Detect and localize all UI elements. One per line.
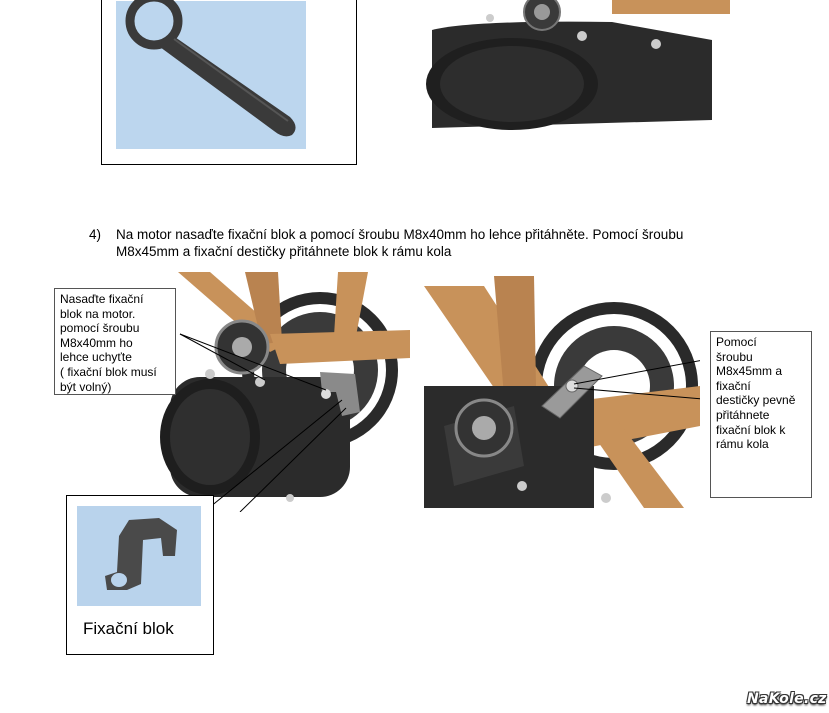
callout-right-line: rámu kola [716, 437, 769, 452]
wrench-figure-box [101, 0, 357, 165]
step-text-line1: Na motor nasaďte fixační blok a pomocí šroubu M8x40mm ho lehce přitáhněte. Pomocí šroubu [116, 227, 684, 242]
inset-fixing-block [66, 495, 214, 655]
callout-left-line: Nasaďte fixační [60, 292, 144, 306]
right-assembly-render [424, 276, 700, 508]
callout-left [54, 288, 176, 395]
callout-left-line: M8x40mm ho [60, 335, 133, 350]
callout-left-line: ( fixační blok musí [60, 364, 157, 379]
callout-right-line: šroubu [716, 349, 753, 364]
callout-right-line: destičky pevně [716, 393, 796, 408]
watermark: NaKole.cz [747, 691, 827, 707]
fixing-block-illustration [77, 506, 201, 606]
callout-right-line: fixační [716, 378, 751, 393]
callout-right-line: přitáhnete [716, 407, 770, 422]
inset-label: Fixační blok [83, 619, 174, 638]
callout-left-line: blok na motor. [60, 306, 136, 321]
callout-left-line: pomocí šroubu [60, 321, 140, 336]
motor-top-render [412, 0, 730, 130]
wrench-illustration [102, 0, 356, 164]
left-assembly-render [150, 272, 410, 512]
step-text-line2: M8x45mm a fixační destičky přitáhnete blok k rámu kola [116, 244, 452, 259]
callout-right-line: fixační blok k [716, 422, 786, 437]
callout-left-line: lehce uchyťte [60, 350, 132, 365]
step-number: 4) [89, 227, 102, 242]
callout-right-line: M8x45mm a [716, 364, 783, 379]
callout-left-line: být volný) [60, 379, 112, 394]
callout-right-line: Pomocí [716, 335, 757, 349]
callout-right [710, 331, 812, 498]
